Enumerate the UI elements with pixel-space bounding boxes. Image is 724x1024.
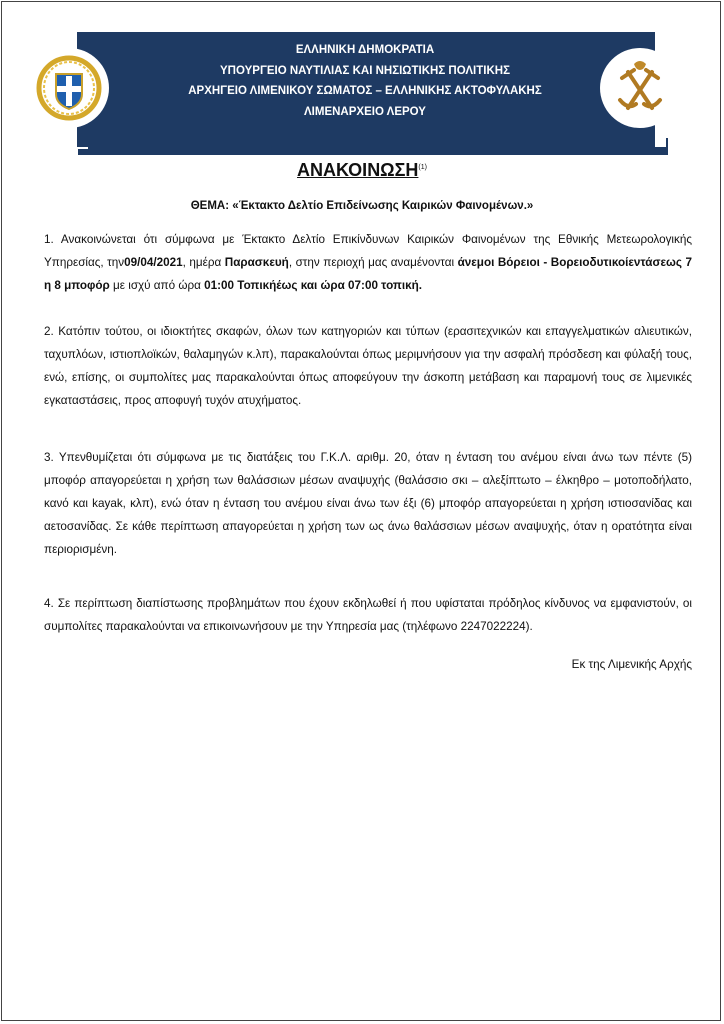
banner-shadow bbox=[78, 149, 668, 155]
paragraph-2: 2. Κατόπιν τούτου, οι ιδιοκτήτες σκαφών, όλων των κατηγοριών και τύπων (ερασιτεχνικών και επαγγελματικών αλιευτικών, ταχυπλόων, ιστιοπλοϊκών, θαλαμηγών κ.λπ), παρακαλούνται όπως μεριμνήσουν για την ασφαλή πρόσδεση και φύλαξή τους, ενώ, επίσης, οι συμπολίτες μας παρακαλούνται όπως αποφεύγουν την άσκοπη μετάβαση και παραμονή τους σε λιμενικές εγκαταστάσεις, προς αποφυγή τυχόν ατυχήματος. bbox=[44, 325, 692, 407]
paragraph-1 bbox=[44, 228, 692, 297]
paragraph-3: 3. Υπενθυμίζεται ότι σύμφωνα με τις διατάξεις του Γ.Κ.Λ. αριθμ. 20, όταν η ένταση του ανέμου είναι άνω των πέντε (5) μποφόρ απαγορεύεται η χρήση των θαλάσσιων μέσων αναψυχής (θαλάσσιο σκι – αλεξίπτωτο – έλκηθρο – μοτοποδήλατο, κανό και kayak, κλπ), ενώ όταν η ένταση του ανέμου είναι άνω των έξι (6) μποφόρ απαγορεύεται η χρήση ιστιοσανίδας και αετοσανίδας. Σε κάθε περίπτωση απαγορεύεται η χρήση των ως άνω θαλάσσιων μέσων αναψυχής, όταν η ορατότητα είναι περιορισμένη. bbox=[44, 451, 692, 556]
header-line-4: ΛΙΜΕΝΑΡΧΕΙΟ ΛΕΡΟΥ bbox=[304, 105, 426, 118]
subject-line: ΘΕΜΑ: «Έκτακτο Δελτίο Επιδείνωσης Καιρικών Φαινομένων.» bbox=[190, 200, 534, 212]
title-text: ΑΝΑΚΟΙΝΩΣΗ bbox=[297, 160, 419, 180]
header-text bbox=[150, 40, 580, 122]
header-line-1: ΕΛΛΗΝΙΚΗ ΔΗΜΟΚΡΑΤΙΑ bbox=[295, 44, 435, 56]
coast-guard-anchors-icon bbox=[600, 48, 680, 128]
p1-text-c: , ημέρα bbox=[182, 256, 225, 269]
title-footnote-mark: (1) bbox=[418, 164, 427, 171]
header-line-3: ΑΡΧΗΓΕΙΟ ΛΙΜΕΝΙΚΟΥ ΣΩΜΑΤΟΣ – ΕΛΛΗΝΙΚΗΣ ΑΚΤΟΦΥΛΑΚΗΣ bbox=[188, 85, 542, 97]
signature: Εκ της Λιμενικής Αρχής bbox=[571, 658, 692, 671]
p1-text-e: , στην περιοχή μας αναμένονται bbox=[288, 256, 458, 269]
greek-coat-of-arms-icon bbox=[29, 48, 109, 128]
p1-date: 09/04/2021 bbox=[124, 256, 183, 269]
p1-time: 01:00 Τοπικήέως και ώρα 07:00 τοπική. bbox=[204, 279, 422, 292]
document-title bbox=[0, 160, 724, 181]
right-emblem-circle bbox=[600, 48, 680, 128]
p1-text-g: με ισχύ από ώρα bbox=[109, 279, 205, 292]
p1-day: Παρασκευή bbox=[224, 256, 289, 269]
left-emblem-circle bbox=[29, 48, 109, 128]
header-line-2: ΥΠΟΥΡΓΕΙΟ ΝΑΥΤΙΛΙΑΣ ΚΑΙ ΝΗΣΙΩΤΙΚΗΣ ΠΟΛΙΤΙΚΗΣ bbox=[220, 64, 510, 77]
paragraph-4: 4. Σε περίπτωση διαπίστωσης προβλημάτων που έχουν εκδηλωθεί ή που υφίσταται πρόδηλος κίνδυνος να εμφανιστούν, οι συμπολίτες παρακαλούνται να επικοινωνήσουν με την Υπηρεσία μας (τηλέφωνο 2247022224). bbox=[44, 597, 692, 633]
p1-text-a: 1. Ανακοινώνεται ότι σύμφωνα με Έκτακτο Δελτίο Επικίνδυνων Καιρικών Φαινομένων της Εθνικής Μετεωρολογικής Υπηρεσίας, την bbox=[44, 233, 692, 269]
p1-wind: άνεμοι Βόρειοι - Βορειοδυτικοίεντάσεως 7 η 8 μποφόρ bbox=[44, 256, 692, 292]
